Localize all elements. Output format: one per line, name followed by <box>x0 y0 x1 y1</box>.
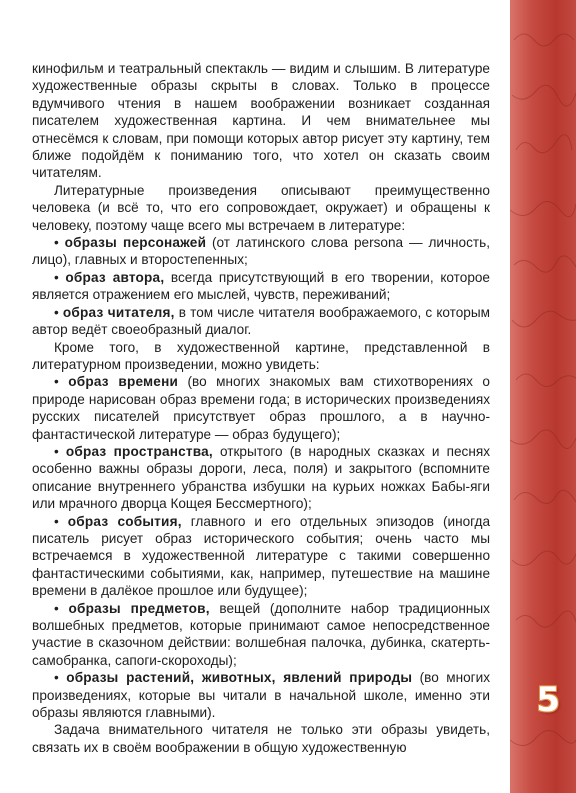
bullet-item <box>32 669 490 721</box>
term-description: вещей (дополните набор традиционных волшебных предметов, которые принимают самое непосредственное участие в сказочном действии: волшебная палочка, дубинка, скатерть-самобранка, сапоги-скороходы); <box>32 600 490 668</box>
bullet-icon: • <box>54 235 59 251</box>
term-bold: образы растений, животных, явлений природы <box>66 670 413 686</box>
bullet-icon: • <box>54 304 59 320</box>
paragraph: Задача внимательного читателя не только эти образы увидеть, связать их в своём воображении в общую художественную <box>32 722 490 755</box>
bullet-icon: • <box>54 269 59 285</box>
term-description: всегда присутствующий в его творении, которое является отражением его мыслей, чувств, переживаний; <box>32 269 490 303</box>
body-text <box>32 60 490 756</box>
bullet-item <box>32 269 490 304</box>
bullet-item <box>32 234 490 269</box>
paragraph: Литературные произведения описывают преимущественно человека (и всё то, что его сопровождает, окружает) и обращены к человеку, поэтому чаще всего мы встречаем в литературе: <box>32 182 490 233</box>
handwriting-pattern <box>510 0 576 793</box>
term-description: открытого (в народных сказках и песнях особенно важны образы дороги, леса, поля) и закрытого (вспомните описание внутреннего убранства избушки на курьих ножках Бабы-яги или мрачного дворца Кощея Бессмертного); <box>32 443 490 512</box>
bullet-icon: • <box>54 374 59 390</box>
term-bold: образ пространства, <box>65 443 213 459</box>
term-description: (от латинского слова persona — личность, лицо), главных и второстепенных; <box>32 235 490 268</box>
bullet-item <box>32 513 490 600</box>
term-bold: образы персонажей <box>64 235 207 251</box>
term-description: главного и его отдельных эпизодов (иногда писатель рисует образ исторического события; очень часто мы встречаемся в художественной литературе с такими совершенно фантастическими событиями, как, например, путешествие на машине времени в далёкое прошлое или будущее); <box>32 513 490 599</box>
term-bold: образ события, <box>67 513 182 529</box>
paragraph: кинофильм и театральный спектакль — видим и слышим. В литературе художественные образы скрыты в словах. Только в процессе вдумчивого чтения в нашем воображении возникает созданная писателем художественная картина. И чем внимательнее мы отнесёмся к словам, при помощи которых автор рисует эту картину, тем ближе подойдём к пониманию того, что хотел он сказать своим читателям. <box>32 61 490 181</box>
bullet-item <box>32 600 490 670</box>
term-bold: образы предметов, <box>68 600 210 616</box>
paragraph: Кроме того, в художественной картине, представленной в литературном произведении, можно увидеть: <box>32 339 490 372</box>
bullet-icon: • <box>54 670 59 686</box>
term-bold: образ автора, <box>65 269 165 285</box>
bullet-icon: • <box>54 513 59 529</box>
page-number: 5 <box>536 680 560 720</box>
bullet-item <box>32 304 490 339</box>
bullet-item <box>32 373 490 443</box>
term-description: (во многих знакомых вам стихотворениях о природе нарисован образ времени года; в исторических произведениях русских писателей присутствует образ прошлого, а в научно-фантастической литературе — образ будущего); <box>32 374 490 442</box>
term-bold: образ времени <box>68 374 179 390</box>
bullet-icon: • <box>54 443 59 459</box>
term-description: в том числе читателя воображаемого, с которым автор ведёт своеобразный диалог. <box>32 304 490 338</box>
term-description: (во многих произведениях, которые вы читали в начальной школе, именно эти образы являются главными). <box>32 670 490 721</box>
decorative-side-strip <box>510 0 576 793</box>
term-bold: образ читателя, <box>62 304 175 320</box>
bullet-item <box>32 443 490 513</box>
bullet-icon: • <box>54 600 59 616</box>
